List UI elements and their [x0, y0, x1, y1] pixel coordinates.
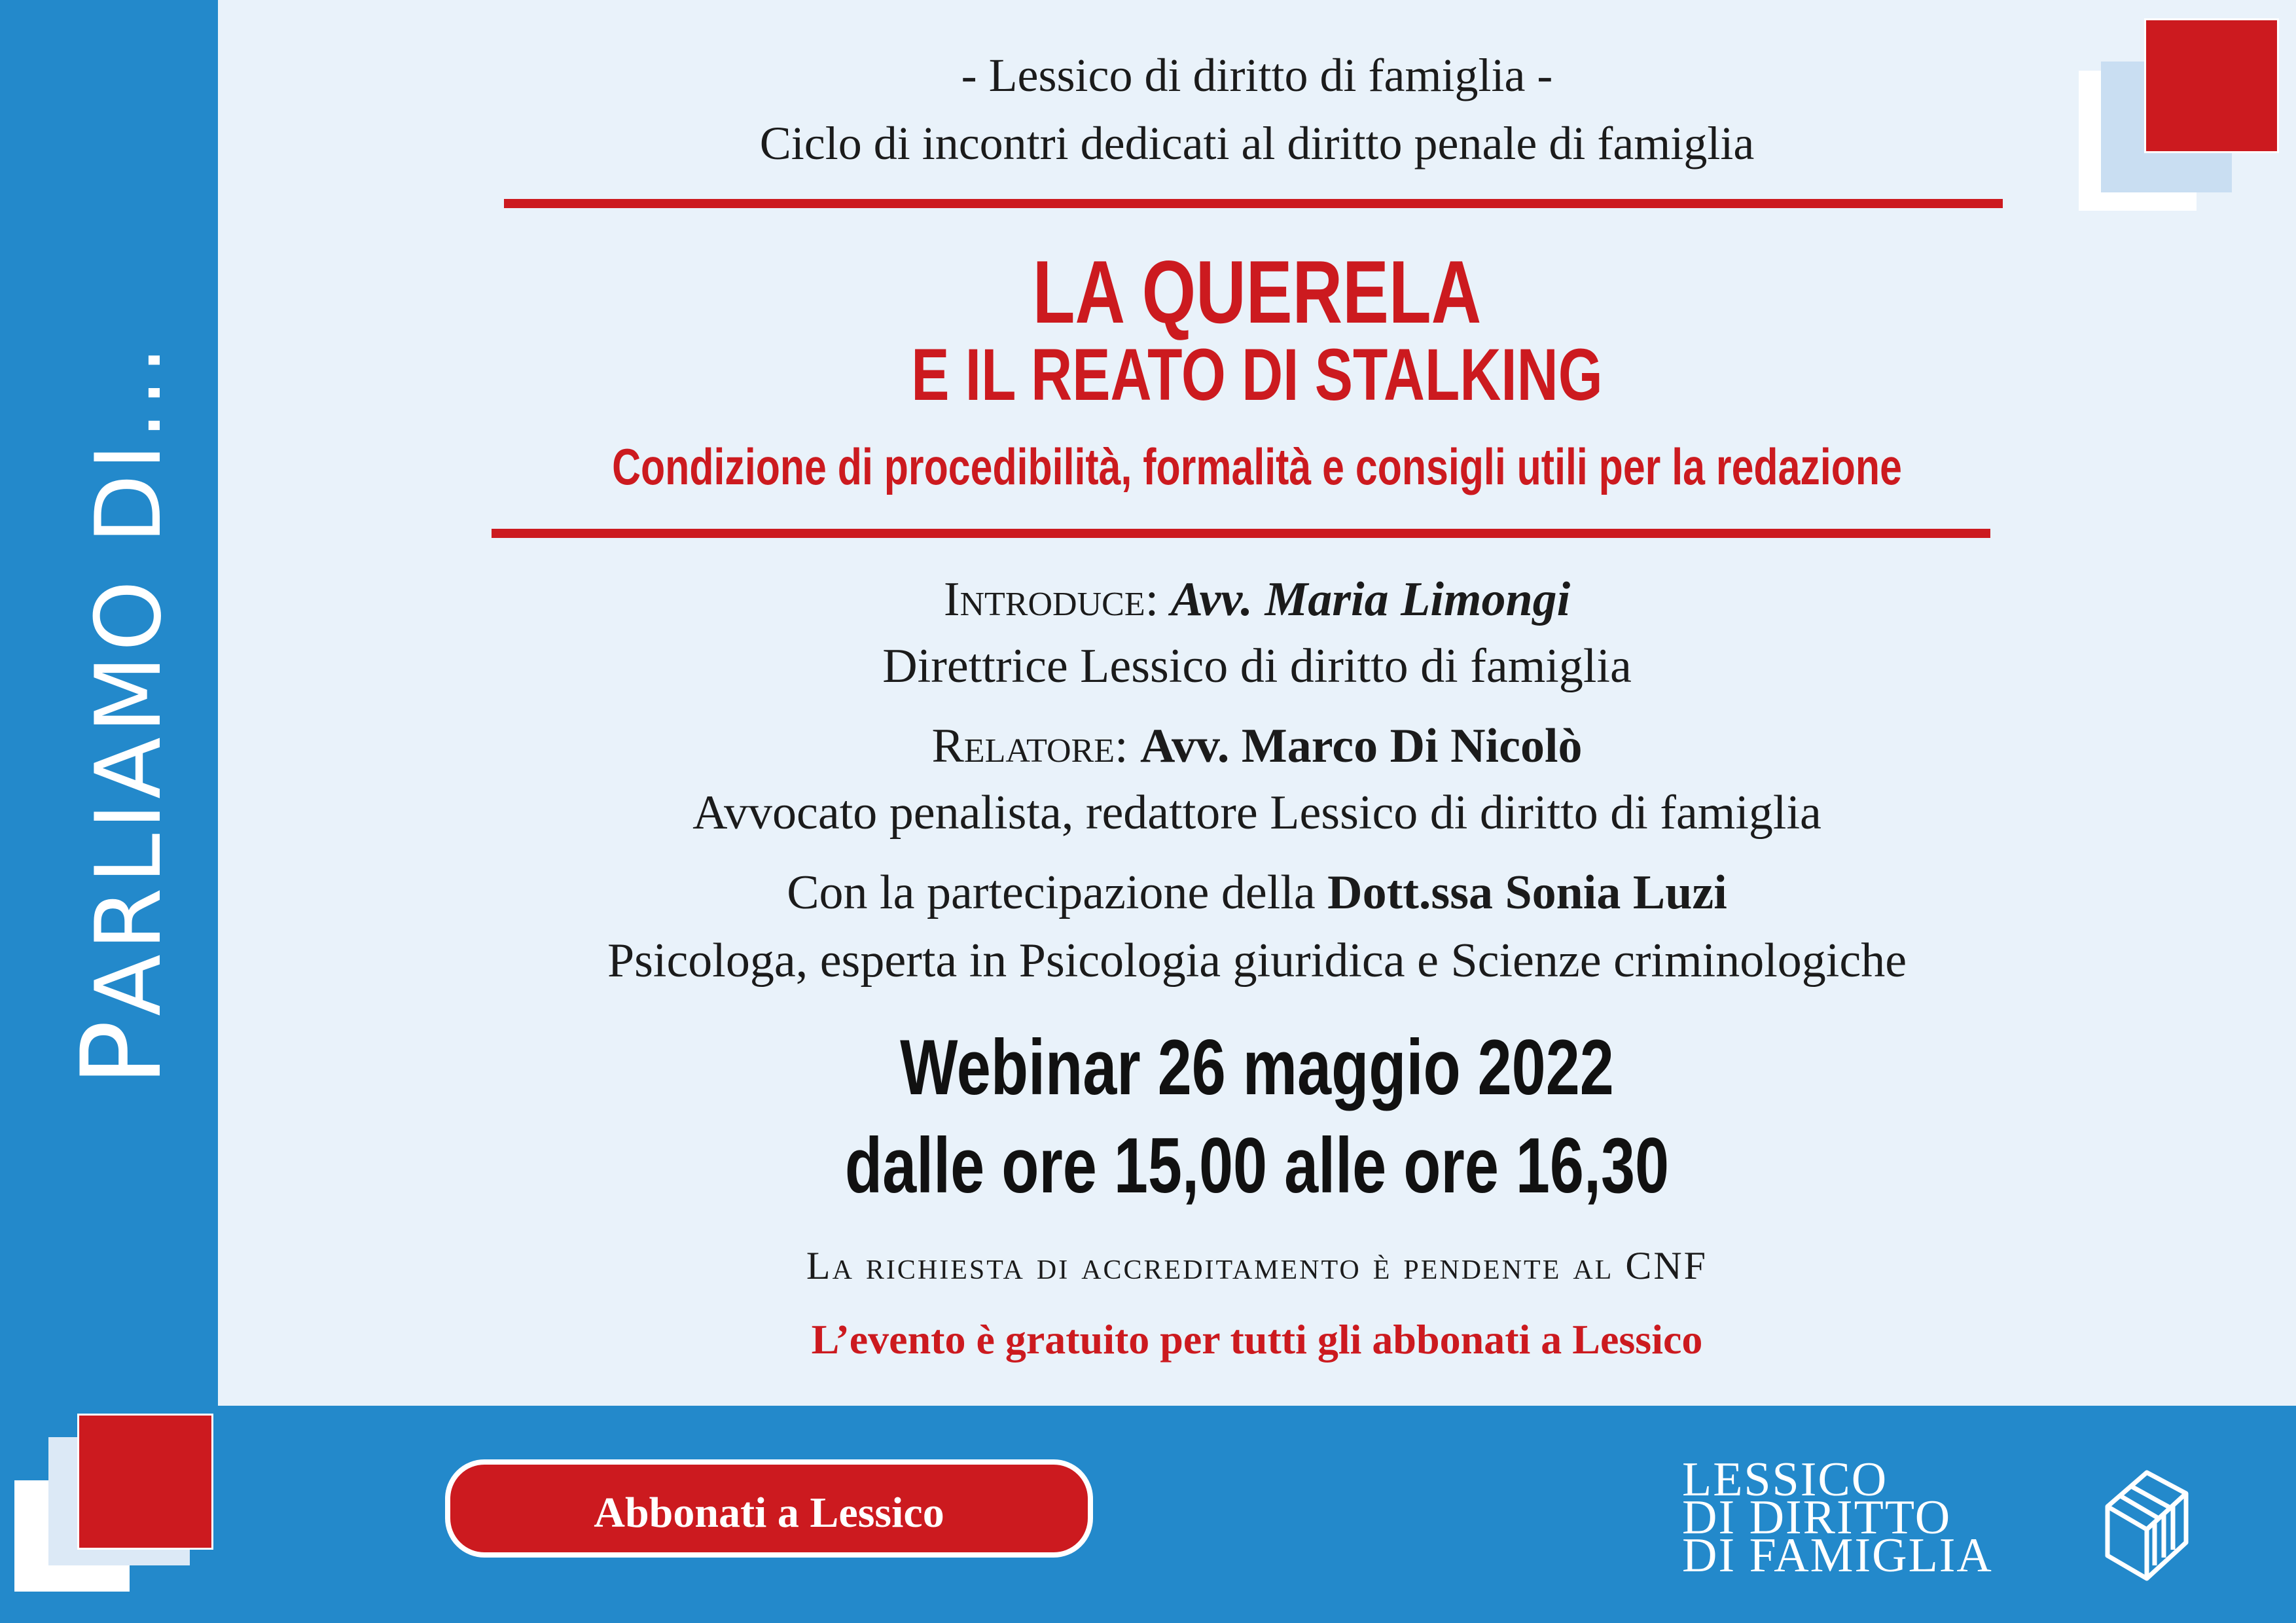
logo-line-1: LESSICO: [1682, 1453, 1888, 1507]
logo-line-2: DI DIRITTO: [1682, 1491, 1952, 1544]
event-title-line2: E IL REATO DI STALKING: [911, 334, 1603, 416]
divider-top: [504, 199, 2003, 208]
speaker-role: Relatore:: [931, 719, 1128, 773]
event-title: LA QUERELA: [1032, 242, 1482, 342]
logo-line-3: DI FAMIGLIA: [1682, 1529, 1993, 1582]
subscribe-button-label: Abbonati a Lessico: [594, 1489, 944, 1537]
event-date: Webinar 26 maggio 2022: [900, 1024, 1614, 1111]
speaker-role: Introduce:: [943, 573, 1159, 626]
speaker-role: Con la partecipazione della: [787, 866, 1316, 919]
free-event-note: L’evento è gratuito per tutti gli abbonati a Lessico: [811, 1316, 1703, 1363]
books-icon: [2101, 1467, 2199, 1588]
speaker-description: Direttrice Lessico di diritto di famiglia: [882, 639, 1632, 693]
series-name: - Lessico di diritto di famiglia -: [961, 49, 1553, 101]
divider-bottom: [492, 529, 1990, 538]
event-time: dalle ore 15,00 alle ore 16,30: [844, 1122, 1670, 1209]
sidebar: [0, 0, 218, 1623]
decor-square-red-bottom: [77, 1414, 213, 1550]
speaker-name: Dott.ssa Sonia Luzi: [1327, 866, 1727, 919]
speaker-name: Avv. Marco Di Nicolò: [1140, 719, 1583, 773]
speaker-name: Avv. Maria Limongi: [1170, 573, 1571, 626]
sidebar-title: PARLIAMO DI...: [58, 342, 186, 1086]
main-content: [218, 0, 2296, 1406]
speaker-guest: [218, 865, 2296, 921]
accreditation-note: La richiesta di accreditamento è pendente al CNF: [806, 1244, 1708, 1287]
cycle-description: Ciclo di incontri dedicati al diritto penale di famiglia: [759, 117, 1755, 169]
event-subtitle: Condizione di procedibilità, formalità e consigli utili per la redazione: [612, 438, 1902, 495]
speaker-relatore: [218, 719, 2296, 774]
subscribe-button[interactable]: [445, 1459, 1093, 1558]
brand-logo-text: [1682, 1453, 1993, 1582]
speaker-intro: [218, 572, 2296, 628]
speaker-description: Psicologa, esperta in Psicologia giuridica e Scienze criminologiche: [607, 934, 1907, 988]
speaker-description: Avvocato penalista, redattore Lessico di diritto di famiglia: [692, 786, 1821, 840]
